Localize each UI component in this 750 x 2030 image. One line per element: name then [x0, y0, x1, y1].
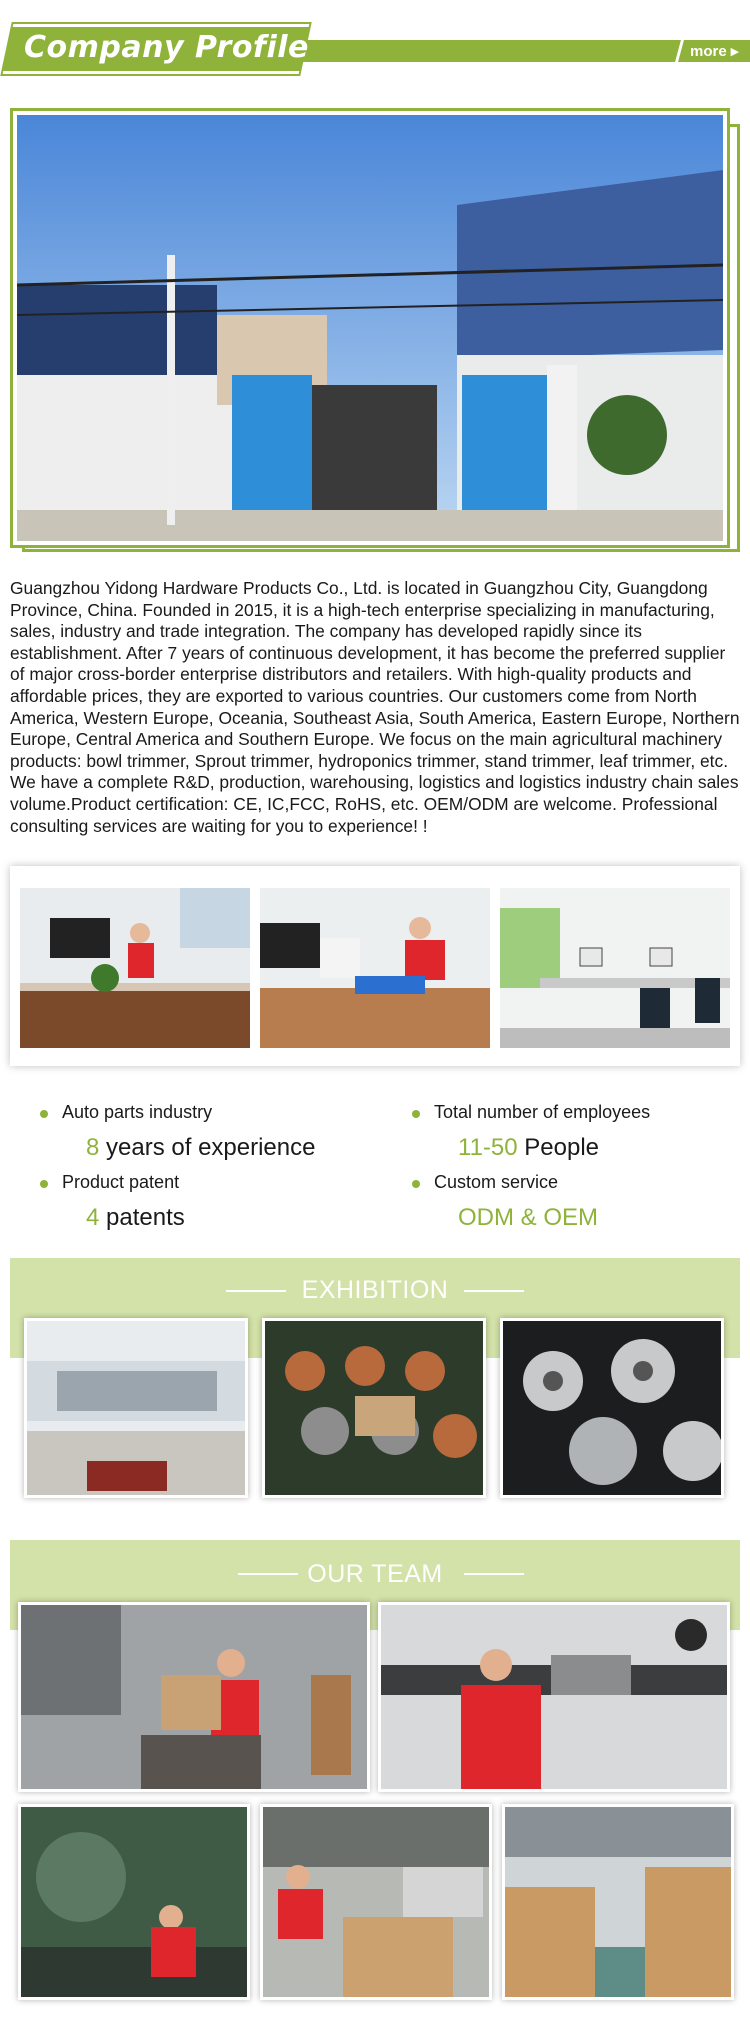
factory-photo [17, 115, 723, 541]
stat-label: Product patent [62, 1172, 180, 1192]
section-header [0, 24, 750, 76]
stat-value: 11-50 People [458, 1134, 600, 1161]
stat-value: 8 years of experience [86, 1134, 316, 1161]
team-photo [260, 1804, 492, 2000]
stat-label: Auto parts industry [62, 1102, 213, 1122]
team-title: OUR TEAM [307, 1560, 443, 1588]
bullet-icon [412, 1110, 420, 1118]
office-photos [10, 866, 740, 1066]
bullet-icon [412, 1180, 420, 1188]
exhibition-photo [500, 1318, 724, 1498]
bullet-icon [40, 1180, 48, 1188]
exhibition-photo [262, 1318, 486, 1498]
team-photo [378, 1602, 730, 1792]
stat-label: Custom service [434, 1172, 559, 1192]
team-photo [18, 1804, 250, 2000]
stat-label: Total number of employees [434, 1102, 651, 1122]
factory-photo-frame [10, 108, 730, 548]
team-photo [18, 1602, 370, 1792]
company-description: Guangzhou Yidong Hardware Products Co., Ltd. is located in Guangzhou City, Guangdong Province, China. Founded in 2015, it is a high-tech enterprise specializing in manufacturing, sales, industry and trade integration. The company has developed rapidly since its establishment. After 7 years of continuous development, it has become the preferred supplier of major cross-border enterprise distributors and retailers. With high-quality products and affordable prices, they are exported to various countries. Our customers come from North America, Western Europe, Oceania, Southeast Asia, South America, Eastern Europe, Northern Europe, Central America and Southern Europe. We focus on the main agricultural machinery products: bowl trimmer, Sprout trimmer, hydroponics trimmer, stand trimmer, leaf trimmer, etc. We have a complete R&D, production, warehousing, logistics and logistics industry chain sales volume.Product certification: CE, IC,FCC, RoHS, etc. OEM/ODM are welcome. Professional consulting services are waiting for you to experience! ! [10, 578, 740, 836]
office-photo [500, 888, 730, 1048]
exhibition-photo [24, 1318, 248, 1498]
bullet-icon [40, 1110, 48, 1118]
stat-value: 4 patents [86, 1204, 185, 1231]
office-photo [20, 888, 250, 1048]
stat-value: ODM & OEM [458, 1204, 599, 1231]
team-photo [502, 1804, 734, 2000]
more-link[interactable]: more ▸ [690, 43, 739, 60]
page-title: Company Profile [24, 30, 309, 65]
office-photo [260, 888, 490, 1048]
exhibition-title: EXHIBITION [301, 1276, 449, 1304]
